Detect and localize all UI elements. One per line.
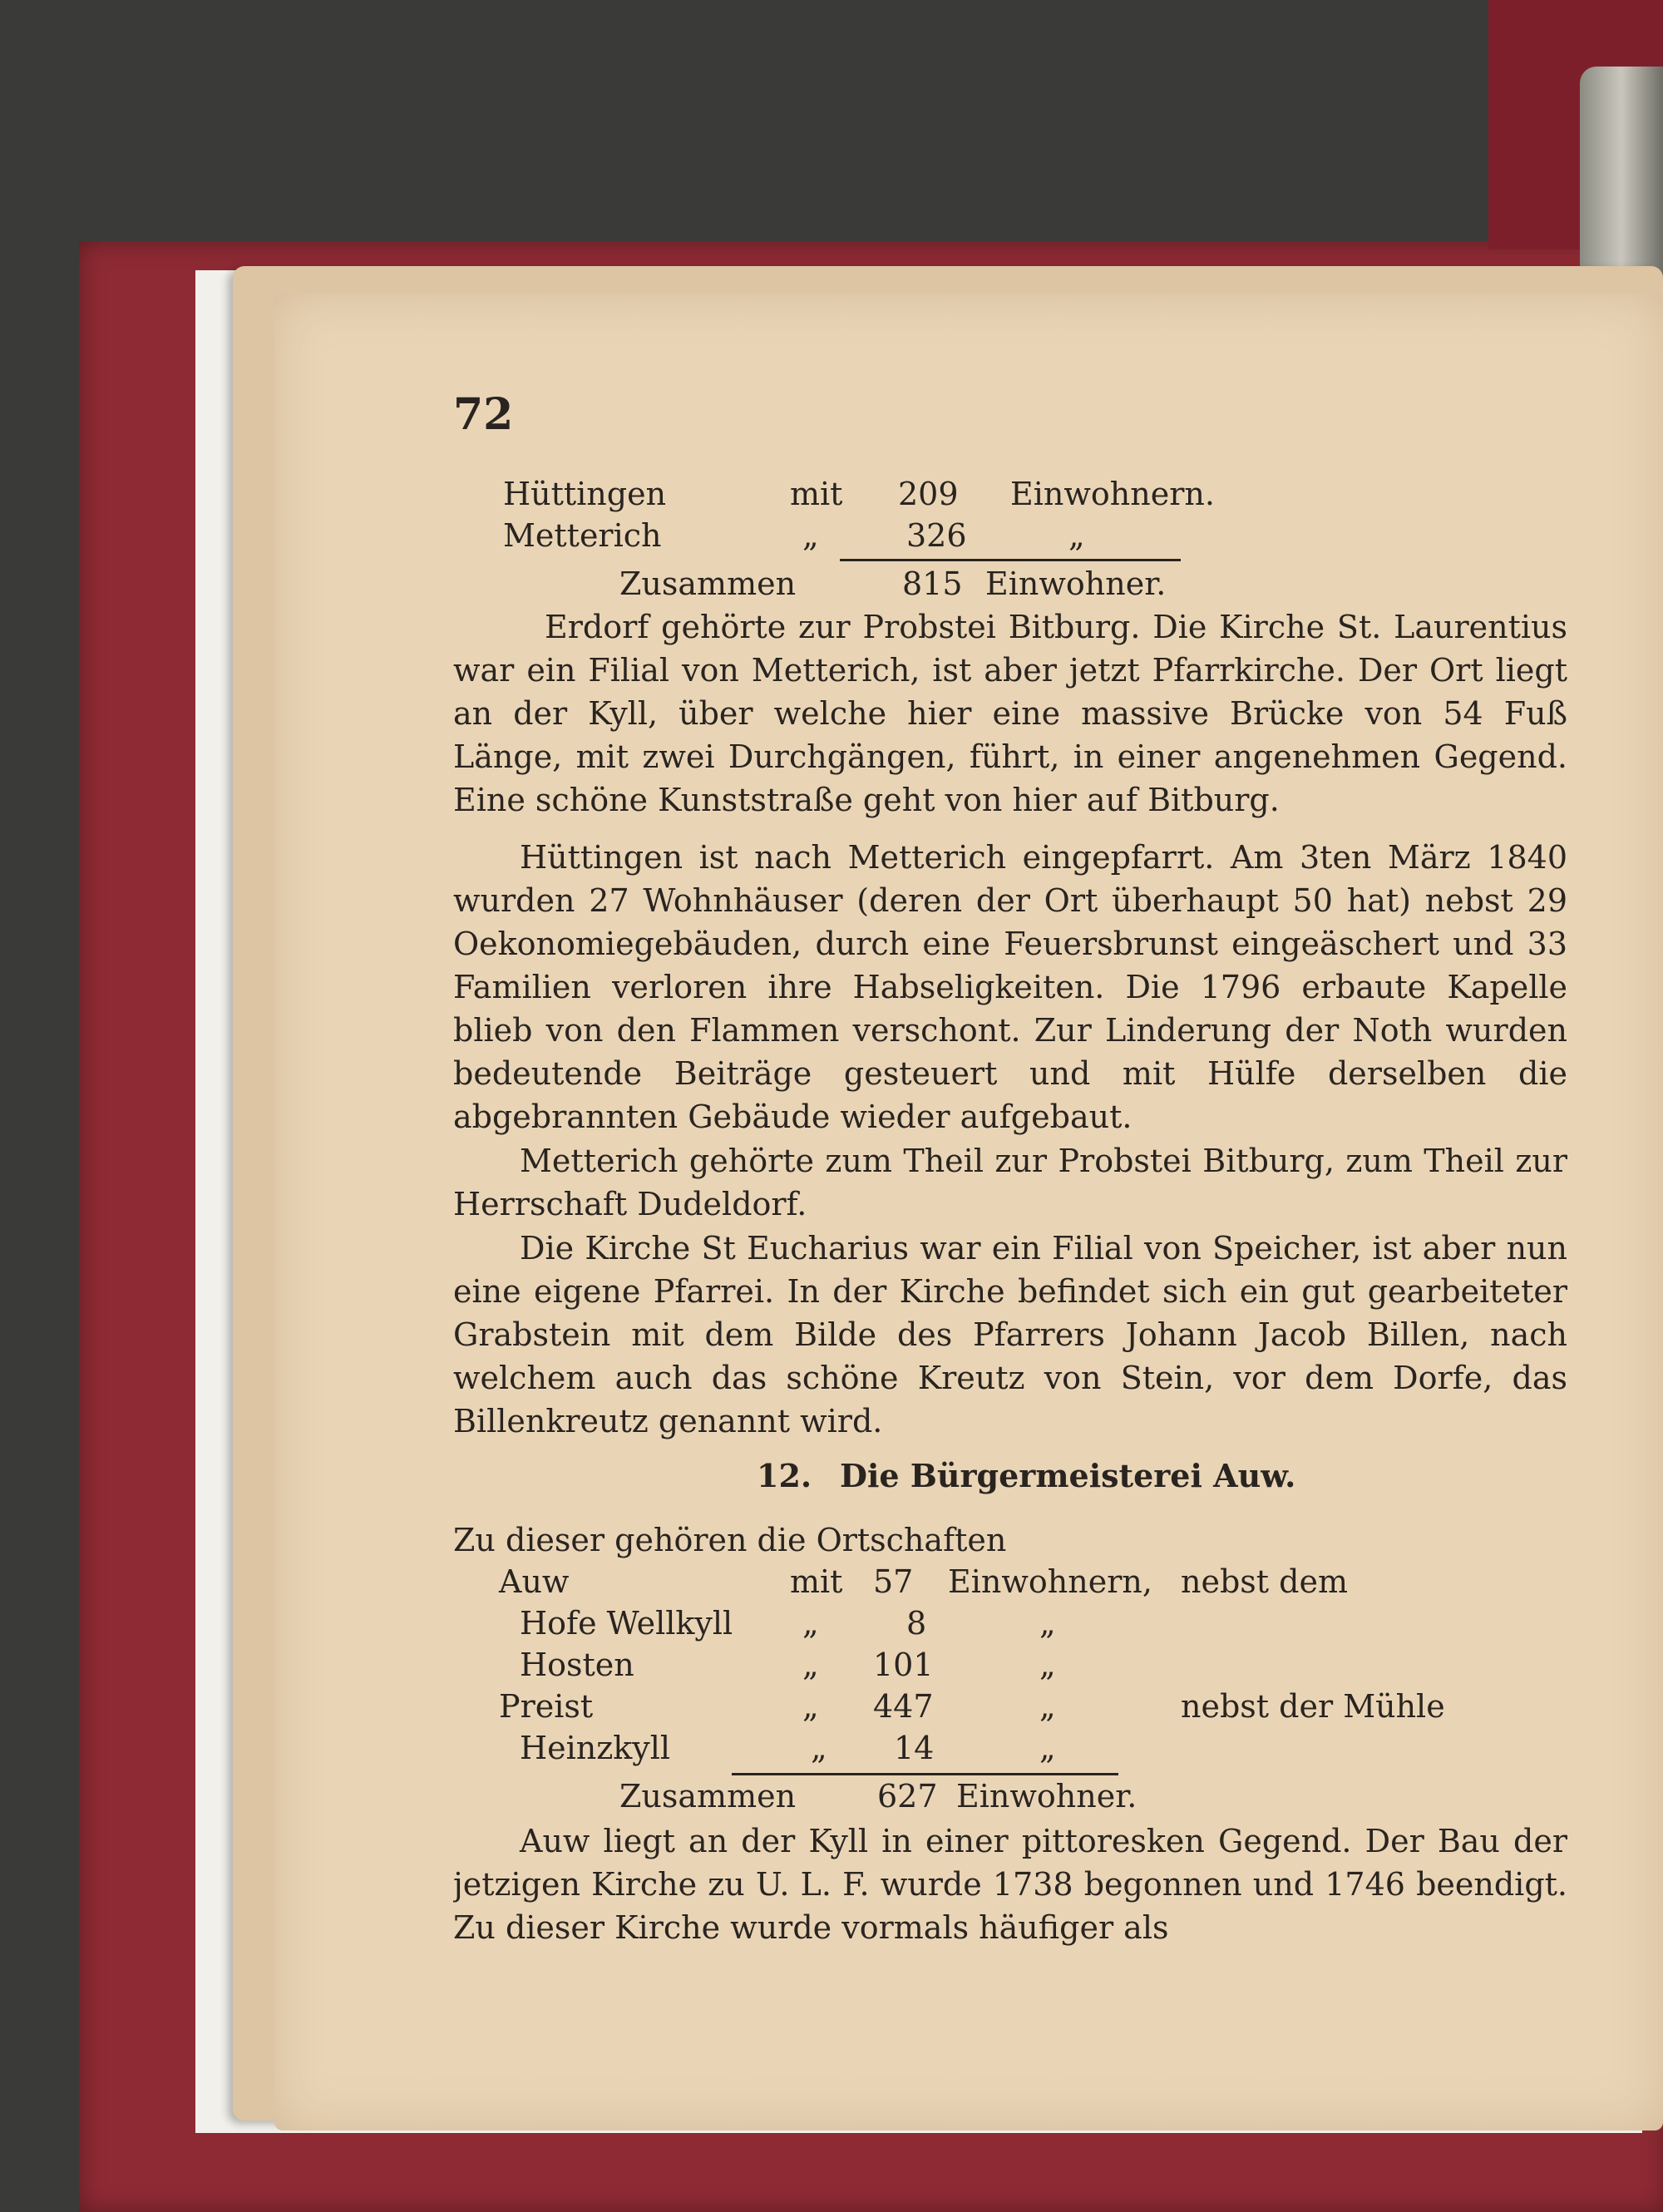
paragraph: Auw liegt an der Kyll in einer pittoresken Gegend. Der Bau der jetzigen Kirche zu U. L. F. wurde 1738 begonnen und 1746 beendigt. Zu dieser Kirche wurde vormals häufiger als	[453, 1823, 1567, 1946]
section-number: 12.	[757, 1457, 812, 1494]
count-value: 8	[906, 1605, 927, 1642]
count-value: 326	[906, 517, 967, 554]
count-value: 14	[894, 1730, 935, 1766]
unit-label: „	[1068, 517, 1085, 554]
count-value: 101	[873, 1647, 934, 1683]
mit-label: mit	[790, 1563, 843, 1600]
metal-bookmark	[1580, 67, 1663, 283]
sum-rule	[732, 1773, 1118, 1775]
total-unit: Einwohner.	[985, 565, 1167, 602]
place-name: Hüttingen	[503, 476, 667, 512]
mit-label: „	[802, 1688, 819, 1725]
total-unit: Einwohner.	[956, 1778, 1137, 1815]
total-label: Zusammen	[619, 1778, 797, 1815]
paragraph: Erdorf gehörte zur Probstei Bitburg. Die Kirche St. Laurentius war ein Filial von Metterich, ist aber jetzt Pfarrkirche. Der Ort liegt an der Kyll, über welche hier eine massive Brücke von 54 Fuß Länge, mit zwei Durchgängen, führt, in einer angenehmen Gegend. Eine schöne Kunststraße geht von hier auf Bitburg.	[453, 609, 1567, 818]
unit-label: „	[1039, 1730, 1056, 1766]
unit-label: „	[1039, 1647, 1056, 1683]
place-name: Heinzkyll	[520, 1730, 671, 1766]
place-name: Hosten	[520, 1647, 634, 1683]
unit-label: Einwohnern,	[948, 1563, 1152, 1600]
mit-label: „	[802, 517, 819, 554]
note-text: nebst dem	[1181, 1563, 1348, 1600]
mit-label: „	[802, 1647, 819, 1683]
paragraph: Die Kirche St Eucharius war ein Filial von Speicher, ist aber nun eine eigene Pfarrei. In der Kirche befindet sich ein gut gearbeiteter Grabstein mit dem Bilde des Pfarrers Johann Jacob Billen, nach welchem auch das schöne Kreutz von Stein, vor dem Dorfe, das Billenkreutz genannt wird.	[453, 1230, 1567, 1439]
place-name: Preist	[499, 1688, 594, 1725]
sum-rule	[840, 559, 1181, 561]
place-name: Auw	[499, 1563, 570, 1600]
unit-label: „	[1039, 1688, 1056, 1725]
mit-label: mit	[790, 476, 843, 512]
unit-label: „	[1039, 1605, 1056, 1642]
paragraph: Hüttingen ist nach Metterich eingepfarrt. Am 3ten März 1840 wurden 27 Wohnhäuser (deren der Ort überhaupt 50 hat) nebst 29 Oekonomiegebäuden, durch eine Feuersbrunst eingeäschert und 33 Familien verloren ihre Habseligkeiten. Die 1796 erbaute Kapelle blieb von den Flammen verschont. Zur Linderung der Noth wurden bedeutende Beiträge gesteuert und mit Hülfe derselben die abgebrannten Gebäude wieder aufgebaut.	[453, 839, 1567, 1135]
place-name: Metterich	[503, 517, 662, 554]
count-value: 447	[873, 1688, 934, 1725]
unit-label: Einwohnern.	[1010, 476, 1215, 512]
count-value: 57	[873, 1563, 914, 1600]
page-number: 72	[453, 389, 514, 440]
count-value: 209	[898, 476, 959, 512]
place-name: Hofe Wellkyll	[520, 1605, 733, 1642]
total-label: Zusammen	[619, 565, 797, 602]
total-count: 815	[902, 565, 963, 602]
paragraph: Metterich gehörte zum Theil zur Probstei Bitburg, zum Theil zur Herrschaft Dudeldorf.	[453, 1143, 1567, 1222]
section-title: Die Bürgermeisterei Auw.	[840, 1457, 1296, 1494]
intro-line: Zu dieser gehören die Ortschaften	[453, 1522, 1007, 1558]
note-text: nebst der Mühle	[1181, 1688, 1445, 1725]
mit-label: „	[802, 1605, 819, 1642]
total-count: 627	[877, 1778, 938, 1815]
mit-label: „	[811, 1730, 827, 1766]
